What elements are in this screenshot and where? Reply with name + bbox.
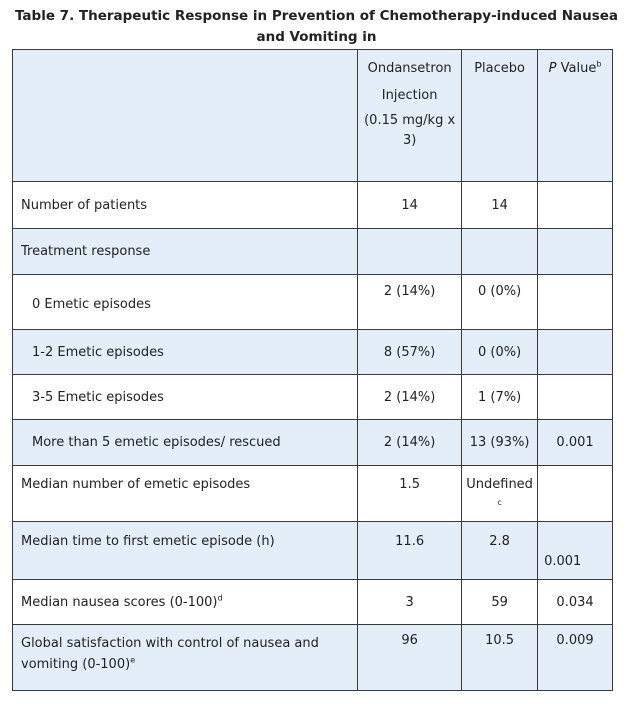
header-p-italic: P — [548, 61, 557, 76]
row-p-value — [538, 275, 613, 330]
table-row — [13, 420, 613, 466]
table-title-line1: Table 7. Therapeutic Response in Prevention of Chemotherapy-induced Nausea and Vomiting in — [14, 8, 619, 45]
row-label-footnote: d — [217, 593, 223, 603]
row-ondansetron: 14 — [358, 182, 462, 229]
row-p-value: 0.001 — [538, 522, 613, 580]
row-ondansetron: 96 — [358, 625, 462, 691]
row-p-value — [538, 375, 613, 420]
row-placebo: 0 (0%) — [462, 275, 538, 330]
table-row — [13, 375, 613, 420]
table-row — [13, 522, 613, 580]
row-ondansetron: 1.5 — [358, 466, 462, 522]
row-placebo-value: Undefined — [466, 477, 533, 492]
row-label: Median time to first emetic episode (h) — [13, 522, 358, 580]
row-p-value: 0.009 — [538, 625, 613, 691]
row-ondansetron: 8 (57%) — [358, 330, 462, 375]
row-ondansetron: 2 (14%) — [358, 420, 462, 466]
row-p-value: 0.001 — [538, 420, 613, 466]
therapeutic-response-table — [12, 49, 613, 691]
row-placebo: 0 (0%) — [462, 330, 538, 375]
header-p-footnote: b — [596, 59, 602, 69]
row-ondansetron: 11.6 — [358, 522, 462, 580]
row-label-line2 — [21, 654, 357, 675]
row-label — [13, 625, 358, 691]
header-ondansetron — [358, 50, 462, 182]
table-row — [13, 182, 613, 229]
row-placebo-footnote: c — [497, 498, 502, 507]
row-placebo: 10.5 — [462, 625, 538, 691]
row-p-value — [538, 466, 613, 522]
table-row — [13, 330, 613, 375]
row-placebo: 14 — [462, 182, 538, 229]
row-placebo — [462, 229, 538, 275]
table-row — [13, 625, 613, 691]
row-ondansetron: 2 (14%) — [358, 375, 462, 420]
row-label — [13, 580, 358, 625]
table-row — [13, 580, 613, 625]
row-p-value — [538, 330, 613, 375]
header-ond-line3: (0.15 mg/kg x — [364, 113, 456, 128]
header-p-value — [538, 50, 613, 182]
header-ond-line1: Ondansetron — [367, 61, 452, 76]
header-placebo — [462, 50, 538, 182]
row-label-text: Median nausea scores (0-100) — [21, 594, 218, 610]
row-label: Median number of emetic episodes — [13, 466, 358, 522]
row-ondansetron: 3 — [358, 580, 462, 625]
row-label: 3-5 Emetic episodes — [13, 375, 358, 420]
header-ond-line2: Injection — [381, 88, 438, 103]
row-placebo: 2.8 — [462, 522, 538, 580]
table-row — [13, 466, 613, 522]
row-label: Treatment response — [13, 229, 358, 275]
row-p-value — [538, 229, 613, 275]
header-ond-line4: 3) — [402, 133, 417, 148]
row-placebo: 1 (7%) — [462, 375, 538, 420]
header-empty-cell — [13, 50, 358, 182]
row-label-line2-text: vomiting (0-100) — [21, 657, 131, 672]
row-label: Number of patients — [13, 182, 358, 229]
header-p-rest: Value — [556, 61, 597, 76]
row-label-footnote: e — [130, 655, 136, 665]
row-label-line1: Global satisfaction with control of nausea and — [21, 636, 319, 651]
header-row — [13, 50, 613, 182]
row-p-value — [538, 182, 613, 229]
row-label: More than 5 emetic episodes/ rescued — [13, 420, 358, 466]
row-p-value: 0.034 — [538, 580, 613, 625]
row-placebo: 59 — [462, 580, 538, 625]
row-label: 0 Emetic episodes — [13, 275, 358, 330]
table-row — [13, 229, 613, 275]
row-label: 1-2 Emetic episodes — [13, 330, 358, 375]
row-placebo — [462, 466, 538, 522]
table-row — [13, 275, 613, 330]
row-ondansetron: 2 (14%) — [358, 275, 462, 330]
header-placebo-label: Placebo — [474, 61, 525, 76]
row-ondansetron — [358, 229, 462, 275]
row-placebo: 13 (93%) — [462, 420, 538, 466]
